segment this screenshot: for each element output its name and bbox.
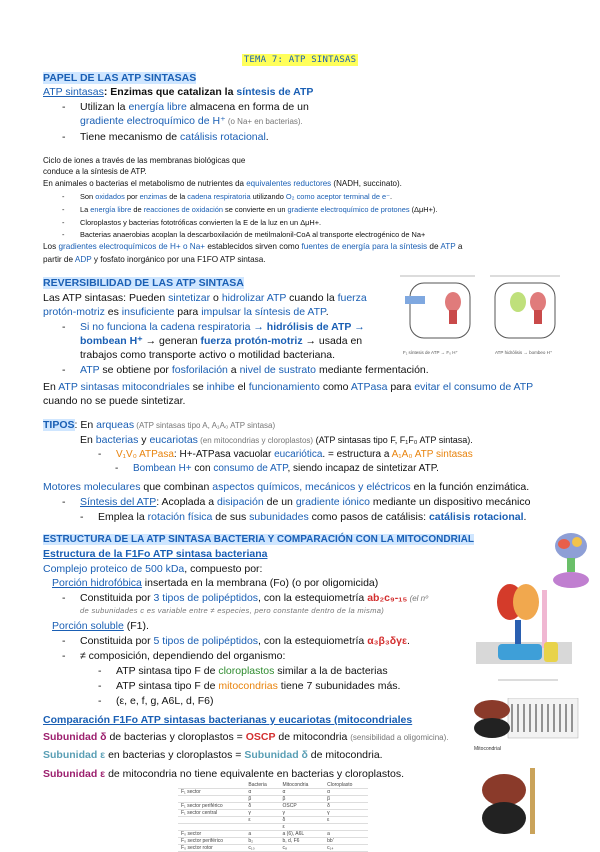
bullet-f1-composition: - Constituida por 5 tipos de polipéptidos, con la estequiometría α₃β₃δγε. [62,635,410,647]
sub-bullet-energia: - La energía libre de reacciones de oxidación se convierte en un gradiente electroquímico de protones (ΔμH+). [62,205,438,214]
c-ring-bottom [474,718,510,738]
porcion-hidrofobica: Porción hidrofóbica insertada en la membrana (Fo) (o por oligomicida) [52,577,379,589]
table-row [178,824,368,831]
bullet-energy-cont: gradiente electroquímico de H⁺ (o Na+ en bacterias). [80,115,303,127]
stalk-blob [567,558,575,572]
cycle-line-1: Ciclo de iones a través de las membranas biológicas que [43,156,246,165]
atp-synthase-schematic [468,580,578,700]
bullet-emplea: - Emplea la rotación física de sus subunidades como pasos de catálisis: catálisis rotacional. [80,511,527,523]
section-heading-papel: PAPEL DE LAS ATP SINTASAS [43,72,197,84]
table-row [178,845,368,852]
c-ring [498,644,542,660]
mito-label: Mitocondrial [474,746,501,752]
membrane-left [410,283,470,338]
bullet-fo-composition: - Constituida por 3 tipos de polipéptidos, con la estequiometría ab₂c₉-₁₅ (el nº [62,592,429,604]
table-cell: α [280,789,325,796]
table-cell: α [245,789,279,796]
table-cell: b₂ [245,838,279,845]
cycle-line-2: conduce a la síntesis de ATP. [43,167,147,176]
bullet-hydrolysis: - Si no funciona la cadena respiratoria → hidrólisis de ATP → [62,321,365,333]
fig-caption-left: F₁ síntesis de ATP → F₀ H⁺ [403,350,458,355]
table-cell: F₀ sector [178,831,245,838]
table-cell: δ [245,803,279,810]
section-heading-estructura: ESTRUCTURA DE LA ATP SINTASA BACTERIA Y COMPARACIÓN CON LA MITOCONDRIAL [43,534,474,545]
comparison-row-1: Subunidad δ de bacterias y cloroplastos = OSCP de mitocondria (sensibilidad a oligomicina). [43,731,449,743]
gradients-line-2: partir de ADP y fosfato inorgánico por una F1FO ATP sintasa. [43,255,266,264]
bullet-fo-note: de subunidades c es variable entre ≠ especies, pero constante dentro de la misma) [80,606,385,615]
table-cell [245,824,279,831]
bullet-vatpasa: - V₁V₀ ATPasa: H+-ATPasa vacuolar eucariótica. = estructura a A₁A₀ ATP sintasas [98,449,473,460]
table-cell [178,796,245,803]
bullet-mitocondrias: - ATP sintasa tipo F de mitocondrias tiene 7 subunidades más. [98,680,401,692]
table-row [178,838,368,845]
bullet-fermentation: - ATP se obtiene por fosforilación a nivel de sustrato mediante fermentación. [62,364,429,376]
table-cell: β [324,796,368,803]
bullet-hydrolysis-2: bombean H⁺ → generan fuerza protón-motriz → usada en [80,335,363,347]
a-subunit [544,642,558,662]
comparison-row-2: Subunidad ε en bacterias y cloroplastos = Subunidad δ de mitocondria. [43,749,383,761]
f0-stalk-right [534,310,542,324]
comparison-row-3: Subunidad ε de mitocondria no tiene equivalente en bacterias y cloroplastos. [43,768,405,780]
fig-caption-right: ATP hidrólisis → bombeo H⁺ [495,350,553,355]
subheading-bacterial: Estructura de la F1Fo ATP sintasa bacteriana [43,548,268,560]
table-cell: c₁₀ [245,845,279,852]
table-cell: a [324,831,368,838]
sub-bullet-anaerobias: - Bacterias anaerobias acoplan la descarboxilación de metilmalonil-CoA al transporte electrogénico de Na+ [62,230,426,239]
motores-line: Motores moleculares que combinan aspectos químicos, mecánicos y eléctricos en la función enzimática. [43,481,530,493]
complex-line: Complejo proteico de 500 kDa, compuesto por: [43,563,263,575]
gamma-subunit [515,620,521,644]
table-cell: b, d, F6 [280,838,325,845]
table-cell [178,817,245,824]
page-title: TEMA 7: ATP SINTASAS [243,55,357,65]
table-cell: a [245,831,279,838]
mito-inhibition-line: En ATP sintasas mitocondriales se inhibe el funcionamiento como ATPasa para evitar el consumo de ATP [43,381,534,393]
table-row [178,810,368,817]
table-row [178,789,368,796]
table-row [178,831,368,838]
table-cell: δ [324,803,368,810]
alpha-subunit-blob [558,539,570,549]
table-cell [178,824,245,831]
table-cell: β [245,796,279,803]
subheading-comparacion: Comparación F1Fo ATP sintasas bacterianas y eucariotas (mitocondriales [43,714,413,726]
tipos-line: TIPOS: En arqueas (ATP sintasas tipo A, A₁A₀ ATP sintasa) [43,419,276,431]
table-cell: δ [280,817,325,824]
f1-head-left [445,292,461,312]
table-cell: F₁ sector central [178,810,245,817]
bullet-composicion: - ≠ composición, dependiendo del organismo: [62,650,286,662]
c-ring-top [474,700,510,720]
bullet-sintesis: - Síntesis del ATP: Acoplada a disipación de un gradiente iónico mediante un dispositivo mecánico [62,496,531,508]
table-cell: F₀ sector rotor [178,845,245,852]
f1-bottom [482,802,526,834]
bullet-rotational: - Tiene mecanismo de catálisis rotacional. [62,131,269,143]
table-header: Cloroplasto [324,782,368,789]
table-cell: ε [324,817,368,824]
table-cell: γ [324,810,368,817]
bullet-subunidades: - (ε, e, f, g, A6L, d, F6) [98,695,214,707]
porcion-soluble: Porción soluble (F1). [52,620,149,632]
table-row [178,817,368,824]
table-cell: c₁₄ [324,845,368,852]
table-cell: α [324,789,368,796]
table-cell: β [280,796,325,803]
table-cell: ε [245,817,279,824]
table-cell: F₀ sector periférico [178,838,245,845]
table-cell: OSCP [280,803,325,810]
stator [530,768,535,834]
table-cell: ε [280,824,325,831]
reversibility-line-1: Las ATP sintasas: Pueden sintetizar o hidrolizar ATP cuando la fuerza [43,292,367,304]
bullet-hydrolysis-3: trabajos como transporte activo o motilidad bacteriana. [80,349,336,361]
section-heading-reversibilidad: REVERSIBILIDAD DE LAS ATP SINTASA [43,277,244,289]
f1-head-right [530,292,546,312]
beta-subunit [513,584,539,620]
f0-stalk-left [449,310,457,324]
respiratory-chain-block [405,296,425,304]
table-row [178,803,368,810]
reversibility-diagram [395,268,565,358]
table-cell: c₈ [280,845,325,852]
table-header: Bacteria [245,782,279,789]
tipos-line-2: En bacterias y eucariotas (en mitocondrias y cloroplastos) (ATP sintasas tipo F, F₁F₀ ATP sintasa). [80,434,473,446]
table-cell: bb' [324,838,368,845]
mito-inhibition-line-2: cuando no se puede sintetizar. [43,395,186,407]
table-header: Mitocondria [280,782,325,789]
definition-line: ATP sintasas: Enzimas que catalizan la síntesis de ATP [43,86,314,98]
cycle-line-3: En animales o bacterias el metabolismo de nutrientes da equivalentes reductores (NADH, succinato). [43,179,402,188]
table-cell: F₁ sector periférico [178,803,245,810]
table-cell: a (6), A6L [280,831,325,838]
table-cell: F₁ sector [178,789,245,796]
table-cell: γ [280,810,325,817]
reversibility-line-2: protón-motriz es insuficiente para impulsar la síntesis de ATP. [43,306,329,318]
table-cell [324,824,368,831]
subunit-comparison-table [178,782,368,852]
gradients-line: Los gradientes electroquímicos de H+ o Na+ establecidos sirven como fuentes de energía para la síntesis de ATP a [43,242,463,251]
bullet-cloroplastos: - ATP sintasa tipo F de cloroplastos similar a la de bacterias [98,665,388,677]
b-subunit [542,590,547,648]
sub-bullet-cloroplastos: - Cloroplastos y bacterias fototróficas convierten la E de la luz en un ΔμH+. [62,218,322,227]
f1-top [482,774,526,806]
table-cell: γ [245,810,279,817]
f1-head-right-green [510,292,526,312]
sub-bullet-oxidados: - Son oxidados por enzimas de la cadena respiratoria utilizando O₂ como aceptor terminal de e⁻. [62,192,393,201]
bullet-energy: - Utilizan la energía libre almacena en forma de un [62,101,309,113]
membrane-right [495,283,555,338]
beta-subunit-blob [572,537,582,547]
table-row [178,796,368,803]
mitochondrial-atp-synthase-figure [470,698,582,844]
bullet-bombean: - Bombean H+ con consumo de ATP, siendo incapaz de sintetizar ATP. [115,463,439,474]
